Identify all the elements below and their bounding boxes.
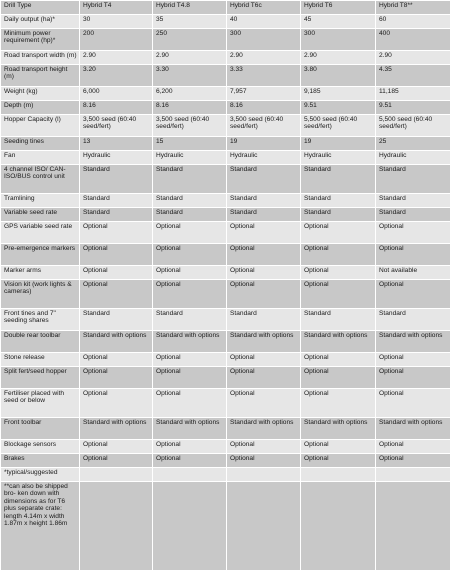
table-cell: 2.90 bbox=[227, 51, 301, 65]
table-cell: 3.80 bbox=[301, 65, 376, 87]
table-cell: 200 bbox=[80, 29, 153, 51]
table-cell: 30 bbox=[80, 15, 153, 29]
row-label: Fertiliser placed with seed or below bbox=[1, 389, 80, 418]
table-cell: 40 bbox=[227, 15, 301, 29]
table-cell: Standard bbox=[80, 208, 153, 222]
table-cell: Standard with options bbox=[153, 331, 227, 353]
table-cell bbox=[301, 482, 376, 571]
table-cell: 25 bbox=[376, 137, 450, 151]
table-cell: Hydraulic bbox=[153, 151, 227, 165]
table-cell: Optional bbox=[80, 353, 153, 367]
row-label: GPS variable seed rate bbox=[1, 222, 80, 244]
table-row bbox=[1, 151, 450, 165]
table-cell: 19 bbox=[227, 137, 301, 151]
table-cell: 2.90 bbox=[376, 51, 450, 65]
table-row bbox=[1, 482, 450, 571]
table-cell: Standard bbox=[376, 309, 450, 331]
table-cell: Optional bbox=[301, 440, 376, 454]
table-cell: 9.51 bbox=[376, 101, 450, 115]
row-label: Split fert/seed hopper bbox=[1, 367, 80, 389]
table-cell: 300 bbox=[301, 29, 376, 51]
table-cell bbox=[376, 468, 450, 482]
table-cell: 250 bbox=[153, 29, 227, 51]
table-cell: 15 bbox=[153, 137, 227, 151]
table-cell: 35 bbox=[153, 15, 227, 29]
table-cell: Standard bbox=[80, 165, 153, 194]
table-cell: 4.35 bbox=[376, 65, 450, 87]
table-cell: Optional bbox=[301, 454, 376, 468]
table-cell: 9,185 bbox=[301, 87, 376, 101]
table-cell: Optional bbox=[376, 222, 450, 244]
table-cell: 3,500 seed (60:40 seed/fert) bbox=[153, 115, 227, 137]
table-cell: Standard bbox=[376, 208, 450, 222]
table-cell: Optional bbox=[80, 280, 153, 309]
header-row bbox=[1, 1, 450, 15]
table-cell: Standard bbox=[227, 165, 301, 194]
table-cell: 5,500 seed (60:40 seed/fert) bbox=[376, 115, 450, 137]
table-cell: Optional bbox=[153, 222, 227, 244]
table-cell: Standard bbox=[376, 194, 450, 208]
table-cell: Optional bbox=[301, 353, 376, 367]
row-label: Road transport width (m) bbox=[1, 51, 80, 65]
table-row bbox=[1, 266, 450, 280]
table-cell: Optional bbox=[301, 244, 376, 266]
table-cell: 3,500 seed (60:40 seed/fert) bbox=[227, 115, 301, 137]
table-cell: Standard bbox=[153, 309, 227, 331]
table-cell: 3.30 bbox=[153, 65, 227, 87]
header-cell-model: Hybrid T4.8 bbox=[153, 1, 227, 15]
table-cell: 60 bbox=[376, 15, 450, 29]
header-cell-drill-type: Drill Type bbox=[1, 1, 80, 15]
header-cell-model: Hybrid T6c bbox=[227, 1, 301, 15]
table-cell: Standard with options bbox=[80, 331, 153, 353]
table-cell: 7,957 bbox=[227, 87, 301, 101]
table-cell: Not available bbox=[376, 266, 450, 280]
table-cell: Optional bbox=[80, 454, 153, 468]
table-cell: Standard with options bbox=[153, 418, 227, 440]
table-cell: 300 bbox=[227, 29, 301, 51]
table-cell: Optional bbox=[376, 454, 450, 468]
row-label: Hopper Capacity (l) bbox=[1, 115, 80, 137]
table-cell: Hydraulic bbox=[227, 151, 301, 165]
table-cell bbox=[376, 482, 450, 571]
header-cell-model: Hybrid T6 bbox=[301, 1, 376, 15]
table-cell bbox=[153, 482, 227, 571]
table-cell: Optional bbox=[80, 440, 153, 454]
table-cell: 2.90 bbox=[153, 51, 227, 65]
table-cell: 3.33 bbox=[227, 65, 301, 87]
table-cell: Standard bbox=[227, 309, 301, 331]
table-row bbox=[1, 353, 450, 367]
table-row bbox=[1, 65, 450, 87]
table-row bbox=[1, 468, 450, 482]
row-label: Depth (m) bbox=[1, 101, 80, 115]
table-cell: Optional bbox=[227, 440, 301, 454]
table-cell: Optional bbox=[80, 389, 153, 418]
table-cell bbox=[227, 468, 301, 482]
row-label: Variable seed rate bbox=[1, 208, 80, 222]
table-cell: Standard with options bbox=[227, 418, 301, 440]
table-cell: 5,500 seed (60:40 seed/fert) bbox=[301, 115, 376, 137]
table-cell: Optional bbox=[301, 367, 376, 389]
table-cell: Optional bbox=[227, 367, 301, 389]
table-cell: Optional bbox=[153, 353, 227, 367]
table-cell: Standard with options bbox=[80, 418, 153, 440]
table-row bbox=[1, 440, 450, 454]
row-label: Marker arms bbox=[1, 266, 80, 280]
table-row bbox=[1, 331, 450, 353]
table-row bbox=[1, 165, 450, 194]
row-label: Pre-emergence markers bbox=[1, 244, 80, 266]
table-cell: Optional bbox=[80, 222, 153, 244]
table-cell: Standard bbox=[80, 194, 153, 208]
table-cell: Optional bbox=[227, 244, 301, 266]
table-cell: Hydraulic bbox=[80, 151, 153, 165]
table-cell: Optional bbox=[80, 244, 153, 266]
row-label: *typical/suggested bbox=[1, 468, 80, 482]
table-row bbox=[1, 389, 450, 418]
table-cell: Optional bbox=[376, 389, 450, 418]
table-row bbox=[1, 29, 450, 51]
row-label: Tramlining bbox=[1, 194, 80, 208]
header-cell-model: Hybrid T8** bbox=[376, 1, 450, 15]
table-row bbox=[1, 418, 450, 440]
table-row bbox=[1, 194, 450, 208]
table-cell: Standard bbox=[301, 309, 376, 331]
table-cell: Standard bbox=[80, 309, 153, 331]
table-cell: 6,000 bbox=[80, 87, 153, 101]
table-cell: Standard with options bbox=[376, 418, 450, 440]
table-cell: 8.16 bbox=[153, 101, 227, 115]
table-cell: Optional bbox=[153, 440, 227, 454]
row-label: Stone release bbox=[1, 353, 80, 367]
table-row bbox=[1, 454, 450, 468]
table-cell: 11,185 bbox=[376, 87, 450, 101]
table-row bbox=[1, 115, 450, 137]
header-cell-model: Hybrid T4 bbox=[80, 1, 153, 15]
table-cell: Optional bbox=[153, 266, 227, 280]
table-cell: Optional bbox=[227, 280, 301, 309]
table-row bbox=[1, 244, 450, 266]
table-row bbox=[1, 222, 450, 244]
table-cell: Optional bbox=[153, 389, 227, 418]
row-label: Front tines and 7" seeding shares bbox=[1, 309, 80, 331]
row-label: Road transport height (m) bbox=[1, 65, 80, 87]
row-label: Weight (kg) bbox=[1, 87, 80, 101]
table-cell bbox=[227, 482, 301, 571]
table-row bbox=[1, 309, 450, 331]
table-cell bbox=[153, 468, 227, 482]
table-cell: Standard bbox=[153, 208, 227, 222]
table-cell: Optional bbox=[227, 353, 301, 367]
table-row bbox=[1, 208, 450, 222]
row-label: 4 channel ISO/ CAN-ISO/BUS control unit bbox=[1, 165, 80, 194]
table-cell: Hydraulic bbox=[301, 151, 376, 165]
table-cell: 3,500 seed (60:40 seed/fert) bbox=[80, 115, 153, 137]
table-cell: Standard with options bbox=[301, 331, 376, 353]
table-row bbox=[1, 367, 450, 389]
table-cell: 9.51 bbox=[301, 101, 376, 115]
table-cell: Optional bbox=[301, 389, 376, 418]
table-cell: Standard with options bbox=[301, 418, 376, 440]
table-cell: Optional bbox=[376, 244, 450, 266]
table-cell: Optional bbox=[227, 454, 301, 468]
table-cell: 400 bbox=[376, 29, 450, 51]
table-cell: Optional bbox=[153, 244, 227, 266]
table-cell: Optional bbox=[227, 222, 301, 244]
table-cell: 8.16 bbox=[80, 101, 153, 115]
table-cell: Optional bbox=[80, 266, 153, 280]
spec-table-body bbox=[1, 1, 450, 571]
table-cell bbox=[80, 468, 153, 482]
table-cell: Optional bbox=[301, 266, 376, 280]
table-cell: Optional bbox=[153, 367, 227, 389]
row-label: Front toolbar bbox=[1, 418, 80, 440]
table-cell: Standard bbox=[301, 194, 376, 208]
table-cell: Optional bbox=[376, 440, 450, 454]
table-cell bbox=[80, 482, 153, 571]
table-cell: Standard bbox=[301, 208, 376, 222]
table-cell: Optional bbox=[376, 280, 450, 309]
table-row bbox=[1, 280, 450, 309]
table-cell bbox=[301, 468, 376, 482]
row-label: Fan bbox=[1, 151, 80, 165]
table-cell: 6,200 bbox=[153, 87, 227, 101]
table-cell: Standard bbox=[376, 165, 450, 194]
table-cell: Standard bbox=[227, 208, 301, 222]
table-cell: Standard bbox=[153, 194, 227, 208]
table-row bbox=[1, 51, 450, 65]
table-cell: Optional bbox=[80, 367, 153, 389]
table-cell: Optional bbox=[153, 454, 227, 468]
row-label: Vision kit (work lights & cameras) bbox=[1, 280, 80, 309]
table-cell: Optional bbox=[227, 389, 301, 418]
table-cell: Standard bbox=[153, 165, 227, 194]
row-label: **can also be shipped bro- ken down with dimensions as for T6 plus separate crate: length 4.14m x width 1.87m x height 1.86m bbox=[1, 482, 80, 571]
row-label: Blockage sensors bbox=[1, 440, 80, 454]
table-cell: Optional bbox=[376, 353, 450, 367]
row-label: Seeding tines bbox=[1, 137, 80, 151]
table-cell: 13 bbox=[80, 137, 153, 151]
row-label: Double rear toolbar bbox=[1, 331, 80, 353]
table-cell: Optional bbox=[301, 280, 376, 309]
table-cell: 8.16 bbox=[227, 101, 301, 115]
table-cell: Standard bbox=[227, 194, 301, 208]
table-cell: 45 bbox=[301, 15, 376, 29]
table-cell: Standard bbox=[301, 165, 376, 194]
table-cell: Optional bbox=[227, 266, 301, 280]
table-cell: 2.90 bbox=[301, 51, 376, 65]
row-label: Minimum power requirement (hp)* bbox=[1, 29, 80, 51]
table-cell: Hydraulic bbox=[376, 151, 450, 165]
table-cell: 2.90 bbox=[80, 51, 153, 65]
table-row bbox=[1, 101, 450, 115]
table-row bbox=[1, 87, 450, 101]
table-cell: Optional bbox=[376, 367, 450, 389]
table-row bbox=[1, 15, 450, 29]
table-cell: 3.20 bbox=[80, 65, 153, 87]
table-cell: Optional bbox=[153, 280, 227, 309]
table-cell: 19 bbox=[301, 137, 376, 151]
row-label: Daily output (ha)* bbox=[1, 15, 80, 29]
row-label: Brakes bbox=[1, 454, 80, 468]
table-cell: Standard with options bbox=[376, 331, 450, 353]
table-cell: Optional bbox=[301, 222, 376, 244]
table-row bbox=[1, 137, 450, 151]
table-cell: Standard with options bbox=[227, 331, 301, 353]
